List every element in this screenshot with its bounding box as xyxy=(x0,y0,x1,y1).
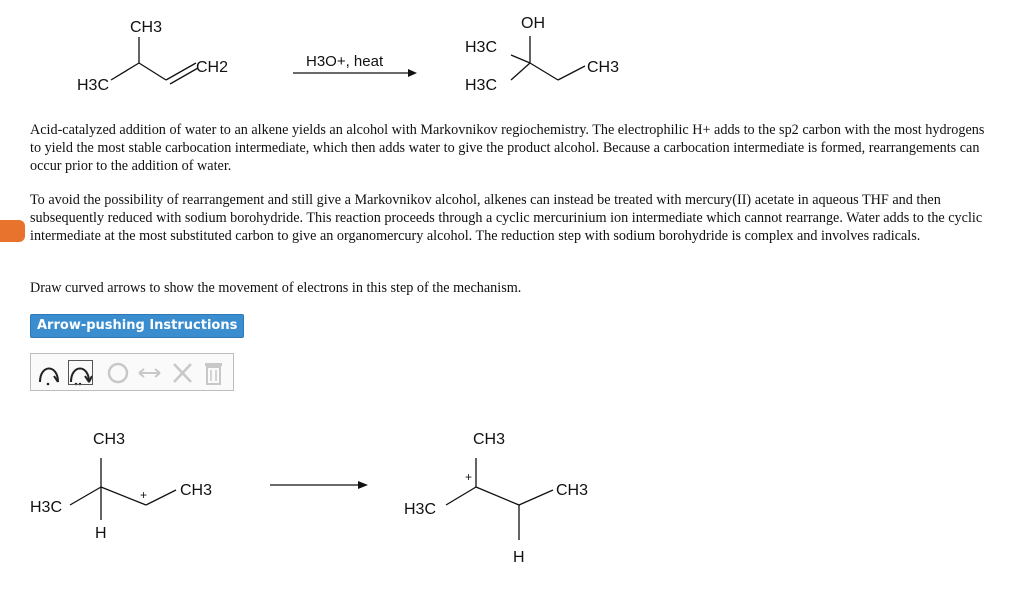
reactant-ch3-top-label: CH3 xyxy=(130,19,163,36)
mech-right-h3c-label: H3C xyxy=(404,501,437,518)
product-oh-label: OH xyxy=(521,15,545,32)
electron-pair-arrow-icon[interactable] xyxy=(66,358,95,387)
mechanism-arrow-head xyxy=(358,481,368,489)
product-ch3-right-label: CH3 xyxy=(587,59,620,76)
mech-left-charge: + xyxy=(140,488,148,502)
reactant-h3c-label: H3C xyxy=(77,77,110,94)
bond-mech-left-1 xyxy=(70,487,101,505)
ring-tool-icon[interactable] xyxy=(104,358,133,387)
bond-reactant-3 xyxy=(139,63,166,80)
single-electron-arrow-icon[interactable] xyxy=(36,358,65,387)
bond-product-3 xyxy=(511,63,530,80)
bond-product-1 xyxy=(511,55,530,63)
product-h3c-lower-label: H3C xyxy=(465,77,498,94)
product-h3c-upper-label: H3C xyxy=(465,39,498,56)
arrow-pushing-instructions-button[interactable]: Arrow-pushing Instructions xyxy=(30,314,244,338)
mech-right-ch3-right-label: CH3 xyxy=(556,482,589,499)
bond-mech-right-3 xyxy=(476,487,519,505)
side-tab-handle[interactable] xyxy=(0,220,25,242)
task-prompt: Draw curved arrows to show the movement of electrons in this step of the mechanism. xyxy=(30,280,522,296)
bond-product-5 xyxy=(558,66,585,80)
bond-product-4 xyxy=(530,63,558,80)
bond-mech-right-5 xyxy=(519,490,553,505)
mech-right-ch3-top-label: CH3 xyxy=(473,431,506,448)
mech-left-ch3-top-label: CH3 xyxy=(93,431,126,448)
oxymercuration-paragraph: To avoid the possibility of rearrangement and still give a Markovnikov alcohol, alkenes can instead be treated with mercury(II) acetate in aqueous THF and then subsequently reduced with sodium borohydride. This reaction proceeds through a cyclic mercurinium ion intermediate which cannot rearrange. Water adds to the cyclic intermediate at the most substituted carbon to give an organomercury alcohol. The reduction step with sodium borohydride is complex and involves radicals. xyxy=(30,192,983,244)
intro-paragraph: Acid-catalyzed addition of water to an alkene yields an alcohol with Markovnikov regiochemistry. The electrophilic H+ adds to the sp2 carbon with the most hydrogens to yield the most stable carbocation intermediate, which then adds water to give the product alcohol. Because a carbocation intermediate is formed, rearrangements can occur prior to the addition of water. xyxy=(30,122,985,174)
reaction-arrow-head xyxy=(408,69,417,77)
bond-mech-right-1 xyxy=(446,487,476,505)
mech-right-h-label: H xyxy=(513,549,525,566)
trash-icon[interactable] xyxy=(199,358,228,387)
bond-mech-left-5 xyxy=(146,490,176,505)
mech-left-h3c-label: H3C xyxy=(30,499,63,516)
reactant-ch2-label: CH2 xyxy=(196,59,229,76)
double-headed-arrow-icon[interactable] xyxy=(135,358,164,387)
mech-left-ch3-right-label: CH3 xyxy=(180,482,213,499)
mech-right-charge: + xyxy=(465,470,473,484)
bond-reactant-1 xyxy=(111,63,139,80)
mech-left-h-label: H xyxy=(95,525,107,542)
reagent-label: H3O+, heat xyxy=(306,53,384,70)
arrow-toolbar xyxy=(30,353,234,391)
delete-x-icon[interactable] xyxy=(168,358,197,387)
